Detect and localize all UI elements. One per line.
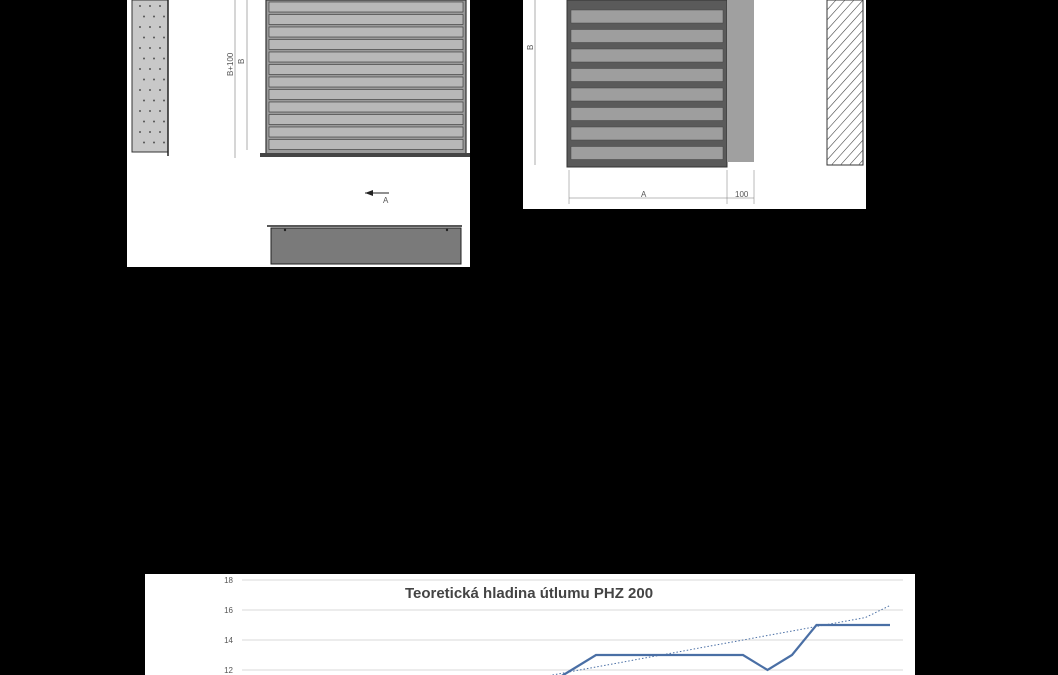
louver-slat (571, 88, 723, 101)
perforation-hole (153, 79, 155, 81)
technical-drawing-left (127, 0, 470, 267)
perforation-hole (153, 142, 155, 144)
chart-title: Teoretická hladina útlumu PHZ 200 (404, 585, 654, 602)
louver-slat (269, 90, 463, 100)
technical-drawing-right (523, 0, 866, 209)
perforation-hole (159, 26, 161, 28)
side-profile-panel (132, 0, 168, 152)
louver-slat (571, 147, 723, 160)
perforation-hole (139, 68, 141, 70)
hatch-line (827, 170, 863, 209)
louver-slat (571, 49, 723, 62)
louver-base-bar (260, 153, 470, 157)
perforation-hole (143, 142, 145, 144)
perforation-hole (139, 89, 141, 91)
chart-svg (145, 574, 915, 675)
perforation-hole (163, 79, 165, 81)
perforation-hole (153, 100, 155, 102)
y-tick-label: 12 (224, 666, 233, 675)
perforation-hole (149, 5, 151, 7)
louver-slat (269, 15, 463, 25)
y-tick-label: 16 (224, 606, 233, 615)
hatch-line (827, 190, 863, 209)
perforation-hole (159, 68, 161, 70)
louver-slat (269, 77, 463, 87)
perforation-hole (153, 16, 155, 18)
perforation-hole (139, 131, 141, 133)
louver-slat (269, 140, 463, 150)
perforation-hole (149, 89, 151, 91)
louver-depth-shadow (727, 0, 754, 162)
perforation-hole (139, 26, 141, 28)
perforation-hole (153, 58, 155, 60)
perforation-hole (149, 68, 151, 70)
louver-slat (571, 30, 723, 43)
perforation-hole (159, 47, 161, 49)
hatch-line (827, 160, 863, 200)
y-tick-label: 18 (224, 576, 233, 585)
perforation-hole (139, 47, 141, 49)
section-view-profile (271, 228, 461, 264)
louver-slat (269, 2, 463, 12)
perforation-hole (143, 121, 145, 123)
perforation-hole (159, 89, 161, 91)
hatch-line (827, 180, 863, 209)
perforation-hole (149, 131, 151, 133)
perforation-hole (163, 100, 165, 102)
perforation-hole (159, 131, 161, 133)
louver-slat (571, 10, 723, 23)
perforation-hole (163, 121, 165, 123)
louver-slat (269, 52, 463, 62)
perforation-hole (153, 121, 155, 123)
perforation-hole (149, 26, 151, 28)
dim-label-total: B+100 (226, 52, 235, 76)
louver-slat (571, 127, 723, 140)
perforation-hole (139, 110, 141, 112)
attenuation-chart (145, 574, 915, 675)
drawing-left-svg (127, 0, 470, 267)
perforation-hole (143, 16, 145, 18)
perforation-hole (159, 5, 161, 7)
dim-label-width: A (641, 190, 647, 199)
louver-front-right (567, 0, 727, 167)
perforation-hole (163, 58, 165, 60)
dim-label-offset: 100 (735, 190, 749, 199)
section-marker-label: A (383, 196, 389, 205)
perforation-hole (143, 58, 145, 60)
dim-label-height-right: B (526, 44, 535, 50)
series-line (547, 625, 890, 675)
perforation-hole (163, 142, 165, 144)
louver-slat (269, 115, 463, 125)
perforation-hole (159, 110, 161, 112)
louver-slat (269, 102, 463, 112)
louver-slat (269, 40, 463, 50)
dim-label-height: B (237, 58, 246, 64)
y-tick-label: 14 (224, 636, 233, 645)
perforation-hole (143, 79, 145, 81)
perforation-hole (163, 16, 165, 18)
perforation-hole (143, 37, 145, 39)
louver-slat (269, 65, 463, 75)
perforation-hole (149, 47, 151, 49)
perforation-hole (139, 5, 141, 7)
louver-slat (269, 127, 463, 137)
drawing-right-svg (523, 0, 866, 209)
louver-slat (571, 108, 723, 121)
perforation-hole (143, 100, 145, 102)
louver-slat (269, 27, 463, 37)
louver-slat (571, 69, 723, 82)
perforation-hole (163, 37, 165, 39)
perforation-hole (149, 110, 151, 112)
perforation-hole (153, 37, 155, 39)
